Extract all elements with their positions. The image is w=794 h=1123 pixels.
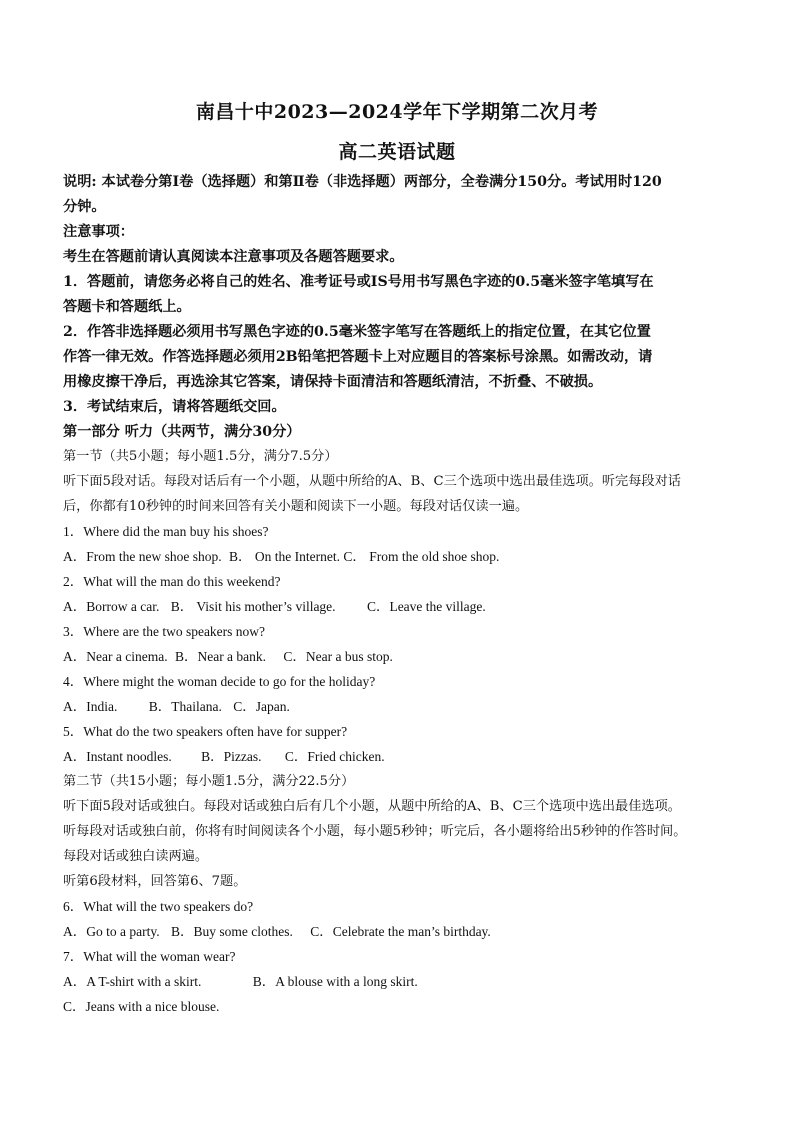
attention-title: 注意事项： [63,224,134,240]
question-4-options [63,698,733,716]
part1-heading: 第一部分 听力（共两节，满分30分） [63,424,301,440]
question-5: 5．What do the two speakers often have for supper? [63,724,348,739]
option-a: A．Go to a party. [63,924,160,939]
question-6: 6．What will the two speakers do? [63,899,254,914]
attention-item-2-line-3: 用橡皮擦干净后，再选涂其它答案，请保持卡面清洁和答题纸清洁，不折叠、不破损。 [63,374,603,390]
question-7-option-c: C．Jeans with a nice blouse. [63,999,220,1014]
option-b: B． On the Internet. [229,549,340,564]
material-6-note: 听第6段材料，回答第6、7题。 [63,874,247,889]
option-b: B．Buy some clothes. [170,924,293,939]
option-b: B．A blouse with a long skirt. [252,974,418,989]
section2-heading: 第二节（共15小题；每小题1.5分，满分22.5分） [63,774,355,789]
option-c: C．Near a bus stop. [283,649,393,664]
option-c: C． From the old shoe shop. [343,549,500,564]
question-5-options [63,748,733,766]
option-a: A．Near a cinema. [63,649,168,664]
section2-desc-line-2: 听每段对话或独白前，你将有时间阅读各个小题，每小题5秒钟；听完后，各小题将给出5秒钟的作答时间。 [63,824,687,839]
question-2: 2．What will the man do this weekend? [63,574,281,589]
note-line-2: 分钟。 [63,199,106,215]
attention-item-2-line-2: 作答一律无效。作答选择题必须用2B铅笔把答题卡上对应题目的答案标号涂黑。如需改动，请 [63,349,653,365]
exam-subtitle: 高二英语试题 [338,141,456,163]
section1-heading: 第一节（共5小题；每小题1.5分，满分7.5分） [63,449,338,464]
option-b: B．Near a bank. [174,649,267,664]
option-b: B． Visit his mother’s village. [170,599,336,614]
attention-item-1-line-2: 答题卡和答题纸上。 [63,299,191,315]
option-b: B．Thailana. [148,699,222,714]
question-6-options [63,923,733,941]
section2-desc-line-3: 每段对话或独白读两遍。 [63,849,209,864]
option-c: C．Fried chicken. [284,749,385,764]
question-7: 7．What will the woman wear? [63,949,236,964]
question-7-options-ab [63,973,733,991]
attention-item-2-line-1: 2．作答非选择题必须用书写黑色字迹的0.5毫米签字笔写在答题纸上的指定位置，在其它位置 [63,324,651,340]
option-a: A．Borrow a car. [63,599,160,614]
option-a: A．India. [63,699,118,714]
question-1: 1．Where did the man buy his shoes? [63,524,269,539]
question-3: 3．Where are the two speakers now? [63,624,266,639]
note-line-1: 说明: 本试卷分第Ⅰ卷（选择题）和第Ⅱ卷（非选择题）两部分，全卷满分150分。考试用时120 [63,174,662,190]
option-b: B．Pizzas. [201,749,262,764]
question-3-options [63,648,733,666]
option-a: A．Instant noodles. [63,749,172,764]
attention-item-3: 3．考试结束后，请将答题纸交回。 [63,399,286,415]
question-2-options [63,598,733,616]
attention-item-1-line-1: 1．答题前，请您务必将自己的姓名、准考证号或IS号用书写黑色字迹的0.5毫米签字笔填写在 [63,274,654,290]
section1-desc-line-2: 后，你都有10秒钟的时间来回答有关小题和阅读下一小题。每段对话仅读一遍。 [63,499,529,514]
attention-intro: 考生在答题前请认真阅读本注意事项及各题答题要求。 [63,249,404,265]
exam-title: 南昌十中2023—2024学年下学期第二次月考 [195,101,599,123]
option-c: C．Celebrate the man’s birthday. [310,924,491,939]
option-a: A．From the new shoe shop. [63,549,222,564]
question-1-options [63,548,733,566]
section1-desc-line-1: 听下面5段对话。每段对话后有一个小题，从题中所给的A、B、C三个选项中选出最佳选项。听完每段对话 [63,474,681,489]
option-c: C．Leave the village. [366,599,486,614]
question-4: 4．Where might the woman decide to go for the holiday? [63,674,376,689]
option-a: A．A T-shirt with a skirt. [63,974,202,989]
option-c: C．Japan. [233,699,290,714]
section2-desc-line-1: 听下面5段对话或独白。每段对话或独白后有几个小题，从题中所给的A、B、C三个选项中选出最佳选项。 [63,799,681,814]
